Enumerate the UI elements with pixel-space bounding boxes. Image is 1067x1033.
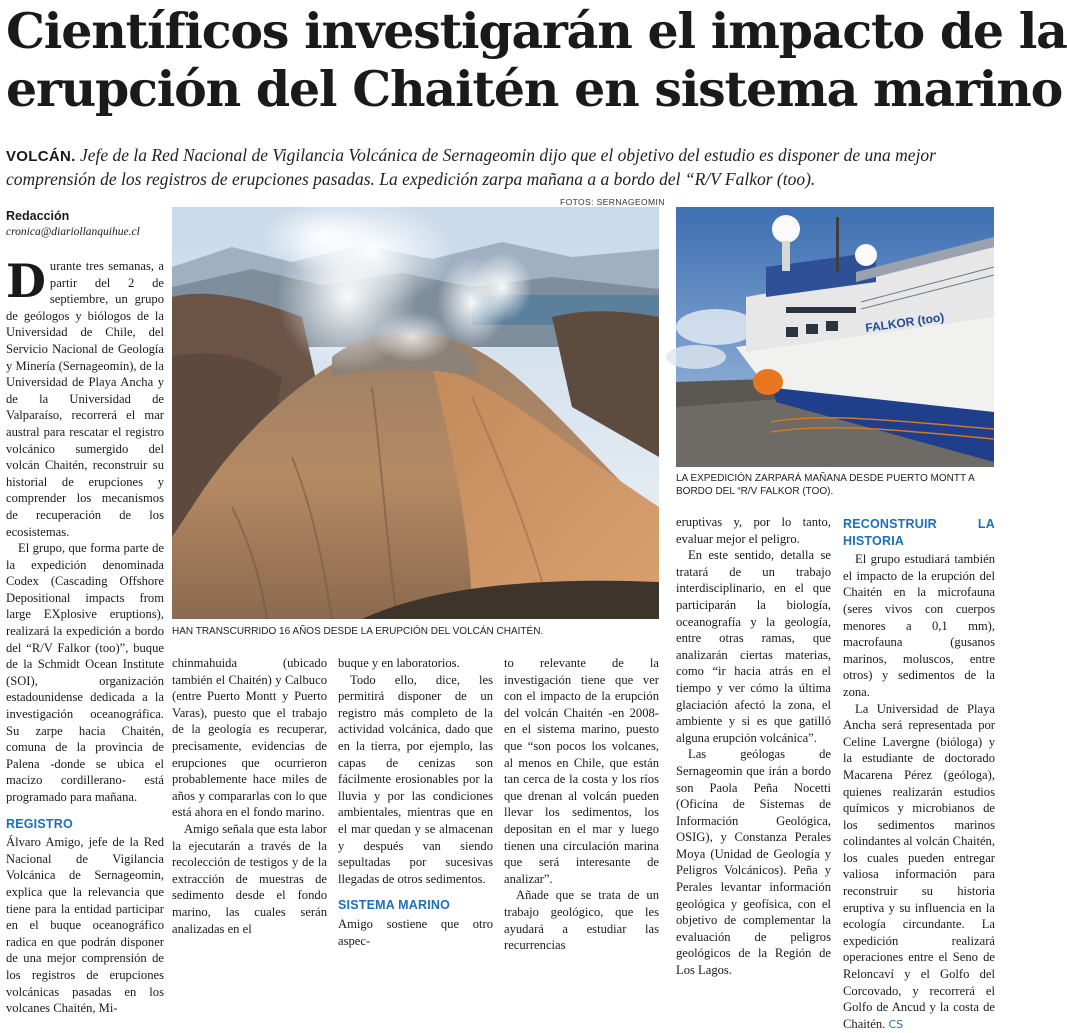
volcano-photo (172, 207, 659, 619)
article-paragraph: Amigo señala que esta labor la ejecutarán a través de la recolección de testigos y de la extracción de muestras de sedimento desde el fondo marino, las cuales serán analizadas en el (172, 821, 327, 936)
article-paragraph: Durante tres semanas, a partir del 2 de septiembre, un grupo de geólogos y biólogos de la Universidad de Chile, del Servicio Nacional de Geología y Minería (Sernageomin), de la Universidad de Playa Ancha y de la Universidad de Valparaíso, recorrerá el mar austral para rescatar el registro volcánico sumergido del volcán Chaitén, reconstruir su historial de erupciones y comprender los mecanismos de recuperación de los ecosistemas. (6, 254, 164, 539)
caption-ship: LA EXPEDICIÓN ZARPARÁ MAÑANA DESDE PUERTO MONTT A BORDO DEL “R/V FALKOR (TOO). (676, 473, 975, 497)
byline-email: cronica@diariollanquihue.cl (6, 226, 140, 238)
article-paragraph: Todo ello, dice, les permitirá disponer de un registro más completo de la actividad volcánica, dado que en la tierra, por ejemplo, las capas de cenizas son fácilmente erosionables por la lluvia y por las condiciones ambientales, mientras que en el mar quedan y se almacenan y después van siendo sepultadas por sucesivas llegadas de otros sedimentos. (338, 672, 493, 886)
photo-credit: FOTOS: SERNAGEOMIN (560, 197, 665, 207)
article-column-2 (172, 655, 327, 936)
article-paragraph: El grupo estudiará también el impacto de la erupción del Chaitén en la microfauna (seres vivos con cuerpos menores a 0,1 mm), macrofauna (gusanos marinos, moluscos, entre otros) y sedimentos de la zona. (843, 552, 995, 699)
article-column-1 (6, 254, 164, 1016)
byline-name: Redacción (6, 209, 70, 223)
article-paragraph: Las geólogas de Sernageomin que irán a bordo son Paola Peña Nocetti (Oficina de Sistemas de Información Geológica, OSIG), y Constanza Perales Moya (Unidad de Geología y Peligros Volcánicos). Peña y Perales levantar información geológica y geofísica, con el objetivo de complementar la evaluación de peligros geológicos de la Región de Los Lagos. (676, 747, 831, 978)
article-column-5 (676, 514, 831, 978)
article-column-3 (338, 655, 493, 948)
article-paragraph: Amigo sostiene que otro aspec- (338, 916, 493, 948)
ship-name-text: FALKOR (too) (864, 310, 945, 335)
subhead-sistema-marino: SISTEMA MARINO (338, 898, 451, 913)
headline-line-2: erupción del Chaitén en sistema marino (6, 60, 1063, 118)
byline (6, 209, 166, 238)
ship-illustration (676, 207, 994, 467)
article-paragraph: Álvaro Amigo, jefe de la Red Nacional de Vigilancia Volcánica de Sernageomin, explica que la relevancia que tiene para la entidad participar en el buque oceanográfico radica en que podrán disponer de una mejor comprensión de los registros de erupciones volcánicas pasadas en los volcanes Chaitén, Mi- (6, 835, 164, 1016)
headline-line-1: Científicos investigarán el impacto de la (6, 2, 1067, 60)
lede (6, 144, 991, 190)
dropcap: D (6, 254, 46, 308)
subhead-reconstruir-la-historia: RECONSTRUIR LA HISTORIA (843, 517, 995, 548)
article-paragraph: En este sentido, detalla se tratará de un trabajo interdisciplinario, en el que participarán la biología, oceanografía y la geología, entre otras ramas, que analizarán ciertas materias, como “ir hacia atrás en el tiempo y ver cómo la última glaciación afectó la zona, el ambiente y si es que gatilló alguna erupción volcánica”. (676, 548, 831, 745)
volcano-illustration (172, 207, 659, 619)
end-mark-icon: CS (888, 1017, 904, 1031)
ship-photo (676, 207, 994, 467)
article-column-4 (504, 655, 659, 953)
article-column-6 (843, 506, 995, 1031)
article-paragraph: La Universidad de Playa Ancha será representada por Celine Lavergne (bióloga) y la estudiante de doctorado Macarena Pérez (geóloga), quienes realizarán estudios químicos y microbianos de los sedimentos marinos colindantes al volcán Chaitén, los cuales pueden entregar valiosa información para reconstruir su historia eruptiva y su influencia en la ecología circundante. La expedición realizará operaciones entre el Seno de Reloncaví y el Golfo del Corcovado, y recorrerá el Golfo de Ancud y la costa de Chaitén. CS (843, 701, 995, 1031)
article-paragraph: eruptivas y, por lo tanto, evaluar mejor el peligro. (676, 515, 831, 546)
lede-text: Jefe de la Red Nacional de Vigilancia Volcánica de Sernageomin dijo que el objetivo del estudio es disponer de una mejor comprensión de los registros de erupciones pasadas. La expedición zarpa mañana a a bordo del “R/V Falkor (too). (6, 145, 936, 189)
caption-volcano: HAN TRANSCURRIDO 16 AÑOS DESDE LA ERUPCIÓN DEL VOLCÁN CHAITÉN. (172, 626, 544, 637)
article-paragraph: to relevante de la investigación tiene que ver con el impacto de la erupción del volcán Chaitén -en 2008- en el sistema marino, puesto que “son pocos los volcanes, al menos en Chile, que están tan cerca de la costa y los ríos que drenan al volcán pueden llevar los sedimentos, los depositan en el mar y luego tienen una circulación marina que será interesante de analizar”. (504, 656, 659, 886)
article-paragraph: chinmahuida (ubicado también el Chaitén) y Calbuco (entre Puerto Montt y Puerto Varas), puesto que el trabajo de la geología es recuperar, precisamente, evidencias de erupciones que ocurrieron probablemente hace miles de años y compararlas con lo que está ahora en el fondo marino. (172, 656, 327, 820)
lede-kicker: VOLCÁN. (6, 148, 76, 165)
article-paragraph: buque y en laboratorios. (338, 656, 460, 670)
headline (6, 2, 1067, 118)
subhead-registro: REGISTRO (6, 816, 73, 831)
article-paragraph: El grupo, que forma parte de la expedición denominada Codex (Cascading Offshore Depositional impacts from large EXplosive eruptions), realizará la expedición a bordo del “R/V Falkor (too)”, buque de la Schmidt Ocean Institute (SOI), organización estadounidense dedicada a la investigación oceanográfica. Su zarpe hacia Chaitén, comuna de la provincia de Palena -donde se ubica el macizo cordillerano- está programado para mañana. (6, 541, 164, 804)
article-paragraph: Añade que se trata de un trabajo geológico, que les ayudará a estudiar las recurrencias (504, 888, 659, 953)
